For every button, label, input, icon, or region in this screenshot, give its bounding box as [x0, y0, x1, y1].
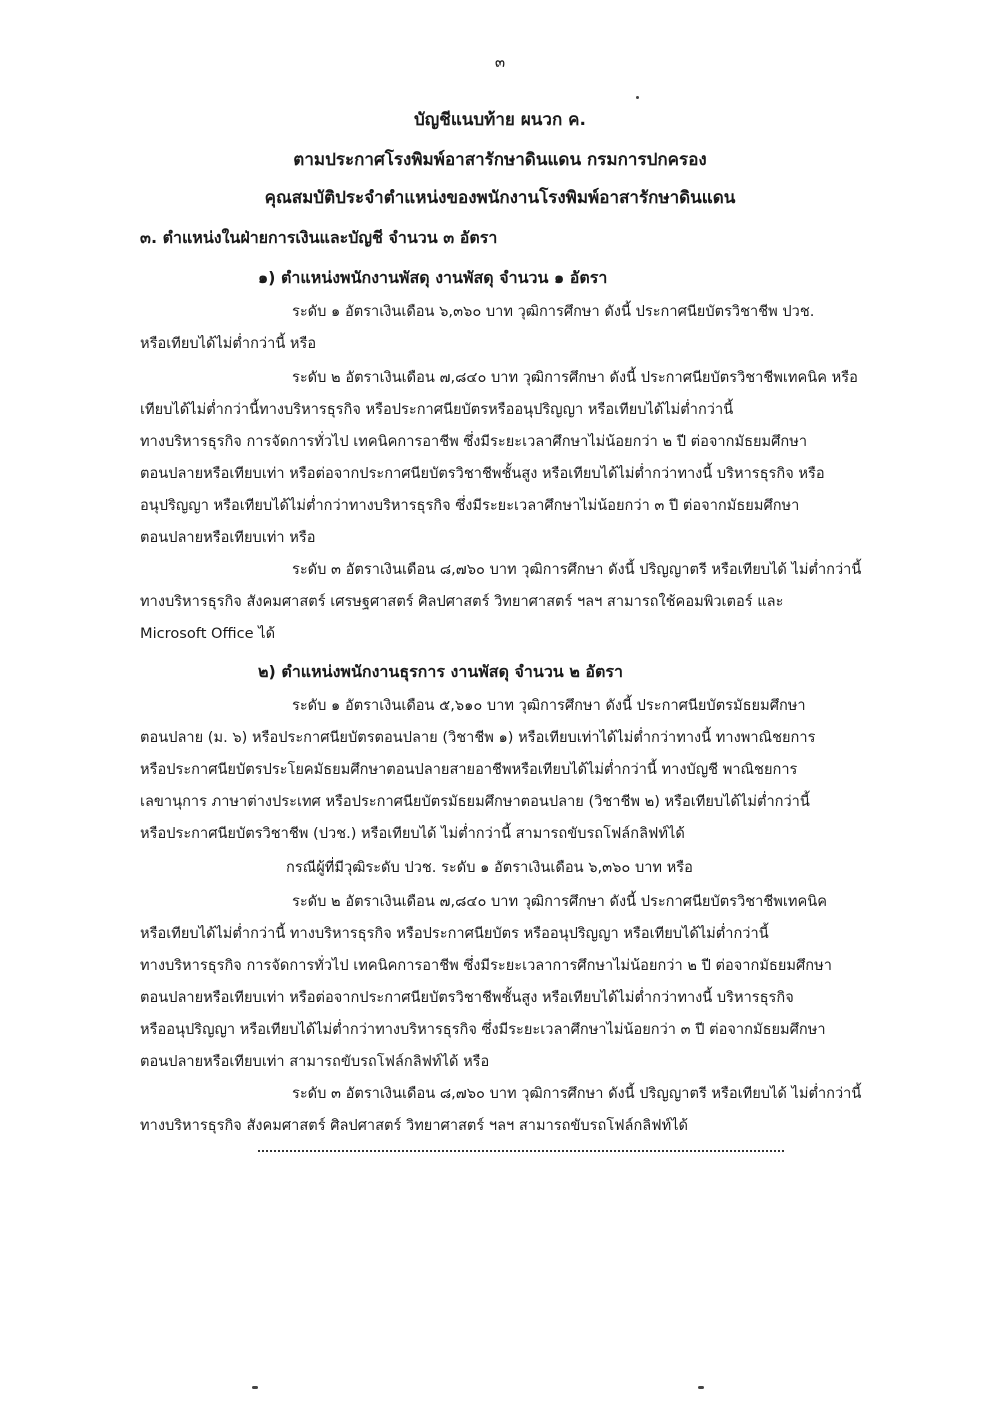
position-1-line: หรือเทียบได้ไม่ต่ำกว่านี้ หรือ: [140, 335, 317, 352]
position-2-line: ทางบริหารธุรกิจ การจัดการทั่วไป เทคนิคการอาชีพ ซึ่งมีระยะเวลาการศึกษาไม่น้อยกว่า ๒ ปี ต่อจากมัธยมศึกษา: [140, 957, 832, 974]
position-2-line: หรือประกาศนียบัตรวิชาชีพ (ปวช.) หรือเทียบได้ ไม่ต่ำกว่านี้ สามารถขับรถโฟล์กลิฟท์ได้: [140, 825, 685, 842]
position-1-line: ทางบริหารธุรกิจ สังคมศาสตร์ เศรษฐศาสตร์ ศิลปศาสตร์ วิทยาศาสตร์ ฯลฯ สามารถใช้คอมพิวเตอร์ และ: [140, 593, 784, 610]
position-2-line: กรณีผู้ที่มีวุฒิระดับ ปวช. ระดับ ๑ อัตราเงินเดือน ๖,๓๖๐ บาท หรือ: [286, 859, 693, 876]
position-2-line: ระดับ ๒ อัตราเงินเดือน ๗,๘๔๐ บาท วุฒิการศึกษา ดังนี้ ประกาศนียบัตรวิชาชีพเทคนิค: [292, 893, 827, 910]
position-2-line: ระดับ ๑ อัตราเงินเดือน ๕,๖๑๐ บาท วุฒิการศึกษา ดังนี้ ประกาศนียบัตรมัธยมศึกษา: [292, 697, 806, 714]
position-2-line: หรือเทียบได้ไม่ต่ำกว่านี้ ทางบริหารธุรกิจ หรือประกาศนียบัตร หรืออนุปริญญา หรือเทียบได้ไม่ต่ำกว่านี้: [140, 925, 769, 942]
position-2-line: หรืออนุปริญญา หรือเทียบได้ไม่ต่ำกว่าทางบริหารธุรกิจ ซึ่งมีระยะเวลาศึกษาไม่น้อยกว่า ๓ ปี ต่อจากมัธยมศึกษา: [140, 1021, 826, 1038]
position-2-line: หรือประกาศนียบัตรประโยคมัธยมศึกษาตอนปลายสายอาชีพหรือเทียบได้ไม่ต่ำกว่านี้ ทางบัญชี พาณิชยการ: [140, 761, 798, 778]
position-1-line: ระดับ ๒ อัตราเงินเดือน ๗,๘๔๐ บาท วุฒิการศึกษา ดังนี้ ประกาศนียบัตรวิชาชีพเทคนิค หรือ: [292, 369, 858, 386]
position-1-line: ระดับ ๑ อัตราเงินเดือน ๖,๓๖๐ บาท วุฒิการศึกษา ดังนี้ ประกาศนียบัตรวิชาชีพ ปวช.: [292, 303, 815, 320]
section-heading: ๓. ตำแหน่งในฝ่ายการเงินและบัญชี จำนวน ๓ อัตรา: [140, 228, 498, 247]
announcement-title: ตามประกาศโรงพิมพ์อาสารักษาดินแดน กรมการปกครอง: [293, 150, 707, 170]
qualification-title: คุณสมบัติประจำตำแหน่งของพนักงานโรงพิมพ์อาสารักษาดินแดน: [264, 188, 736, 208]
position-1-line: ตอนปลายหรือเทียบเท่า หรือต่อจากประกาศนียบัตรวิชาชีพชั้นสูง หรือเทียบได้ไม่ต่ำกว่าทางนี้ บริหารธุรกิจ หรือ: [140, 465, 825, 482]
position-1-line: Microsoft Office ได้: [140, 625, 276, 642]
position-1-line: ทางบริหารธุรกิจ การจัดการทั่วไป เทคนิคการอาชีพ ซึ่งมีระยะเวลาศึกษาไม่น้อยกว่า ๒ ปี ต่อจากมัธยมศึกษา: [140, 433, 808, 450]
scan-speck: [252, 1386, 258, 1389]
appendix-title: บัญชีแนบท้าย ผนวก ค.: [414, 110, 586, 130]
position-2-line: ทางบริหารธุรกิจ สังคมศาสตร์ ศิลปศาสตร์ วิทยาศาสตร์ ฯลฯ สามารถขับรถโฟล์กลิฟท์ได้: [140, 1117, 689, 1134]
scan-speck: [636, 96, 639, 99]
position-2-heading: ๒) ตำแหน่งพนักงานธุรการ งานพัสดุ จำนวน ๒ อัตรา: [258, 662, 624, 681]
position-1-line: อนุปริญญา หรือเทียบได้ไม่ต่ำกว่าทางบริหารธุรกิจ ซึ่งมีระยะเวลาศึกษาไม่น้อยกว่า ๓ ปี ต่อจากมัธยมศึกษา: [140, 497, 800, 514]
page-number: ๓: [494, 53, 506, 71]
end-dotted-rule: [258, 1150, 784, 1152]
position-1-line: ตอนปลายหรือเทียบเท่า หรือ: [140, 529, 316, 546]
position-2-line: ตอนปลาย (ม. ๖) หรือประกาศนียบัตรตอนปลาย (วิชาชีพ ๑) หรือเทียบเท่าได้ไม่ต่ำกว่าทางนี้ ทางพาณิชยการ: [140, 729, 816, 746]
position-2-line: ระดับ ๓ อัตราเงินเดือน ๘,๗๖๐ บาท วุฒิการศึกษา ดังนี้ ปริญญาตรี หรือเทียบได้ ไม่ต่ำกว่านี้: [292, 1085, 862, 1102]
position-2-line: เลขานุการ ภาษาต่างประเทศ หรือประกาศนียบัตรมัธยมศึกษาตอนปลาย (วิชาชีพ ๒) หรือเทียบได้ไม่ต่ำกว่านี้: [140, 793, 810, 810]
position-2-line: ตอนปลายหรือเทียบเท่า หรือต่อจากประกาศนียบัตรวิชาชีพชั้นสูง หรือเทียบได้ไม่ต่ำกว่าทางนี้ บริหารธุรกิจ: [140, 989, 794, 1006]
scan-speck: [698, 1386, 704, 1389]
position-1-heading: ๑) ตำแหน่งพนักงานพัสดุ งานพัสดุ จำนวน ๑ อัตรา: [258, 268, 608, 287]
position-1-line: เทียบได้ไม่ต่ำกว่านี้ทางบริหารธุรกิจ หรือประกาศนียบัตรหรืออนุปริญญา หรือเทียบได้ไม่ต่ำกว่านี้: [140, 401, 734, 418]
position-1-line: ระดับ ๓ อัตราเงินเดือน ๘,๗๖๐ บาท วุฒิการศึกษา ดังนี้ ปริญญาตรี หรือเทียบได้ ไม่ต่ำกว่านี้: [292, 561, 862, 578]
position-2-line: ตอนปลายหรือเทียบเท่า สามารถขับรถโฟล์กลิฟท์ได้ หรือ: [140, 1053, 490, 1070]
